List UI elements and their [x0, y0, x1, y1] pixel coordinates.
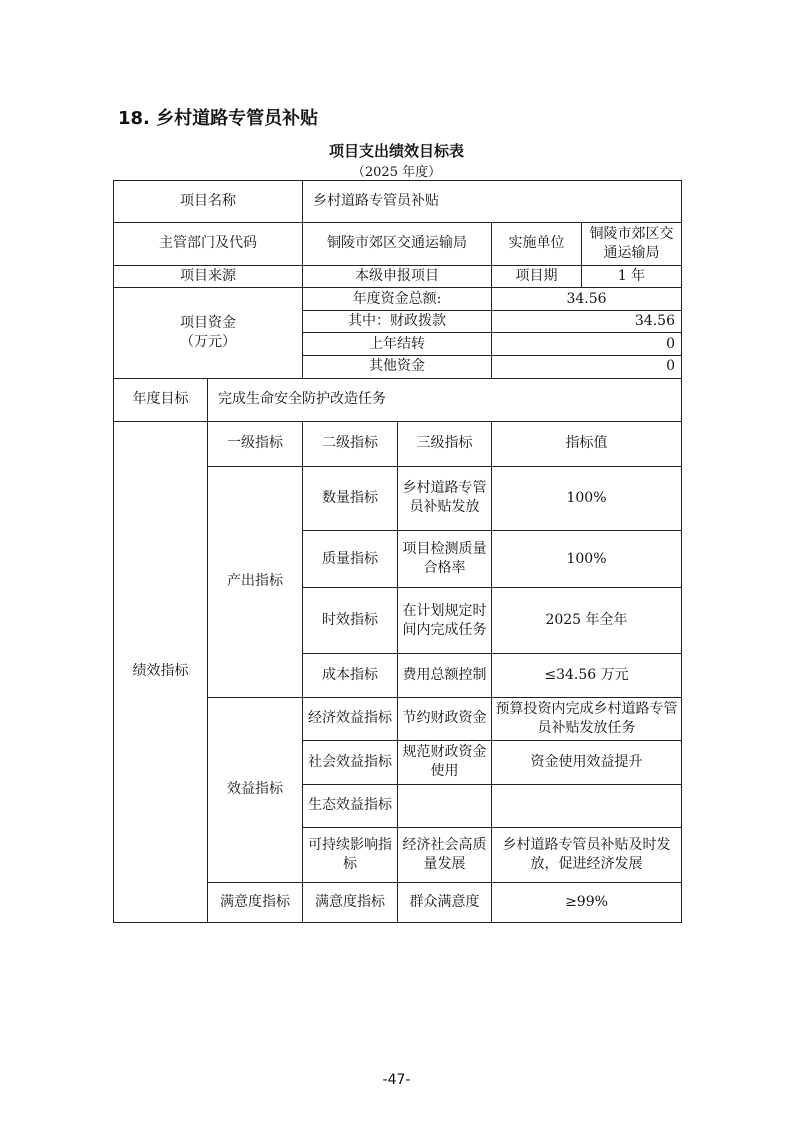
level3-cell: 群众满意度 [398, 883, 492, 923]
value-cell: ≥99% [492, 883, 682, 923]
annual-goal-value: 完成生命安全防护改造任务 [208, 378, 682, 421]
table-title: 项目支出绩效目标表 [328, 142, 464, 160]
level2-cell: 满意度指标 [303, 883, 398, 923]
level2-cell: 经济效益指标 [303, 697, 398, 740]
level3-cell: 项目检测质量合格率 [398, 531, 492, 588]
value-cell: 2025 年全年 [492, 588, 682, 654]
value-cell: 预算投资内完成乡村道路专管员补贴发放任务 [492, 697, 682, 740]
benefit-indicators-label: 效益指标 [208, 697, 303, 882]
value-cell: 乡村道路专管员补贴及时发放，促进经济发展 [492, 827, 682, 882]
project-source-value: 本级申报项目 [303, 265, 492, 288]
satisfaction-indicators-label: 满意度指标 [208, 883, 303, 923]
level3-cell [398, 784, 492, 827]
value-cell: ≤34.56 万元 [492, 653, 682, 697]
level2-cell: 社会效益指标 [303, 740, 398, 784]
level3-cell: 在计划规定时间内完成任务 [398, 588, 492, 654]
table-row [114, 421, 682, 466]
output-indicators-label: 产出指标 [208, 466, 303, 697]
value-cell: 100% [492, 466, 682, 530]
table-year: （2025 年度） [351, 165, 442, 180]
header-value: 指标值 [492, 421, 682, 466]
dept-label: 主管部门及代码 [114, 222, 303, 265]
level3-cell: 经济社会高质量发展 [398, 827, 492, 882]
level2-cell: 可持续影响指标 [303, 827, 398, 882]
other-funds-value: 0 [492, 356, 682, 379]
level3-cell: 节约财政资金 [398, 697, 492, 740]
impl-unit-label: 实施单位 [492, 222, 582, 265]
fiscal-funds-value: 34.56 [492, 310, 682, 333]
project-name-value: 乡村道路专管员补贴 [303, 181, 682, 223]
carryover-value: 0 [492, 333, 682, 356]
project-funds-label [114, 288, 303, 378]
other-funds-label: 其他资金 [303, 356, 492, 379]
section-heading: 18. 乡村道路专管员补贴 [118, 108, 319, 129]
level2-cell: 生态效益指标 [303, 784, 398, 827]
level3-cell: 乡村道路专管员补贴发放 [398, 466, 492, 530]
carryover-label: 上年结转 [303, 333, 492, 356]
performance-indicators-label: 绩效指标 [114, 421, 208, 923]
total-funds-label: 年度资金总额: [303, 288, 492, 311]
annual-goal-label: 年度目标 [114, 378, 208, 421]
level2-cell: 数量指标 [303, 466, 398, 530]
project-name-label: 项目名称 [114, 181, 303, 223]
header-level2: 二级指标 [303, 421, 398, 466]
funds-unit-text: （万元） [180, 333, 236, 350]
header-level3: 三级指标 [398, 421, 492, 466]
project-period-label: 项目期 [492, 265, 582, 288]
table-row [114, 265, 682, 288]
level3-cell: 规范财政资金使用 [398, 740, 492, 784]
project-source-label: 项目来源 [114, 265, 303, 288]
level2-cell: 成本指标 [303, 653, 398, 697]
fiscal-funds-label: 其中：财政拨款 [303, 310, 492, 333]
value-cell: 100% [492, 531, 682, 588]
table-row [114, 288, 682, 311]
project-period-value: 1 年 [582, 265, 682, 288]
level2-cell: 质量指标 [303, 531, 398, 588]
value-cell [492, 784, 682, 827]
page-number: -47- [382, 1072, 411, 1088]
dept-value: 铜陵市郊区交通运输局 [303, 222, 492, 265]
table-row [114, 378, 682, 421]
value-cell: 资金使用效益提升 [492, 740, 682, 784]
header-level1: 一级指标 [208, 421, 303, 466]
table-row [114, 222, 682, 265]
funds-label-text: 项目资金 [180, 314, 236, 331]
total-funds-value: 34.56 [492, 288, 682, 311]
performance-goal-table [113, 180, 682, 923]
impl-unit-value: 铜陵市郊区交通运输局 [582, 222, 682, 265]
table-row [114, 181, 682, 223]
level2-cell: 时效指标 [303, 588, 398, 654]
level3-cell: 费用总额控制 [398, 653, 492, 697]
